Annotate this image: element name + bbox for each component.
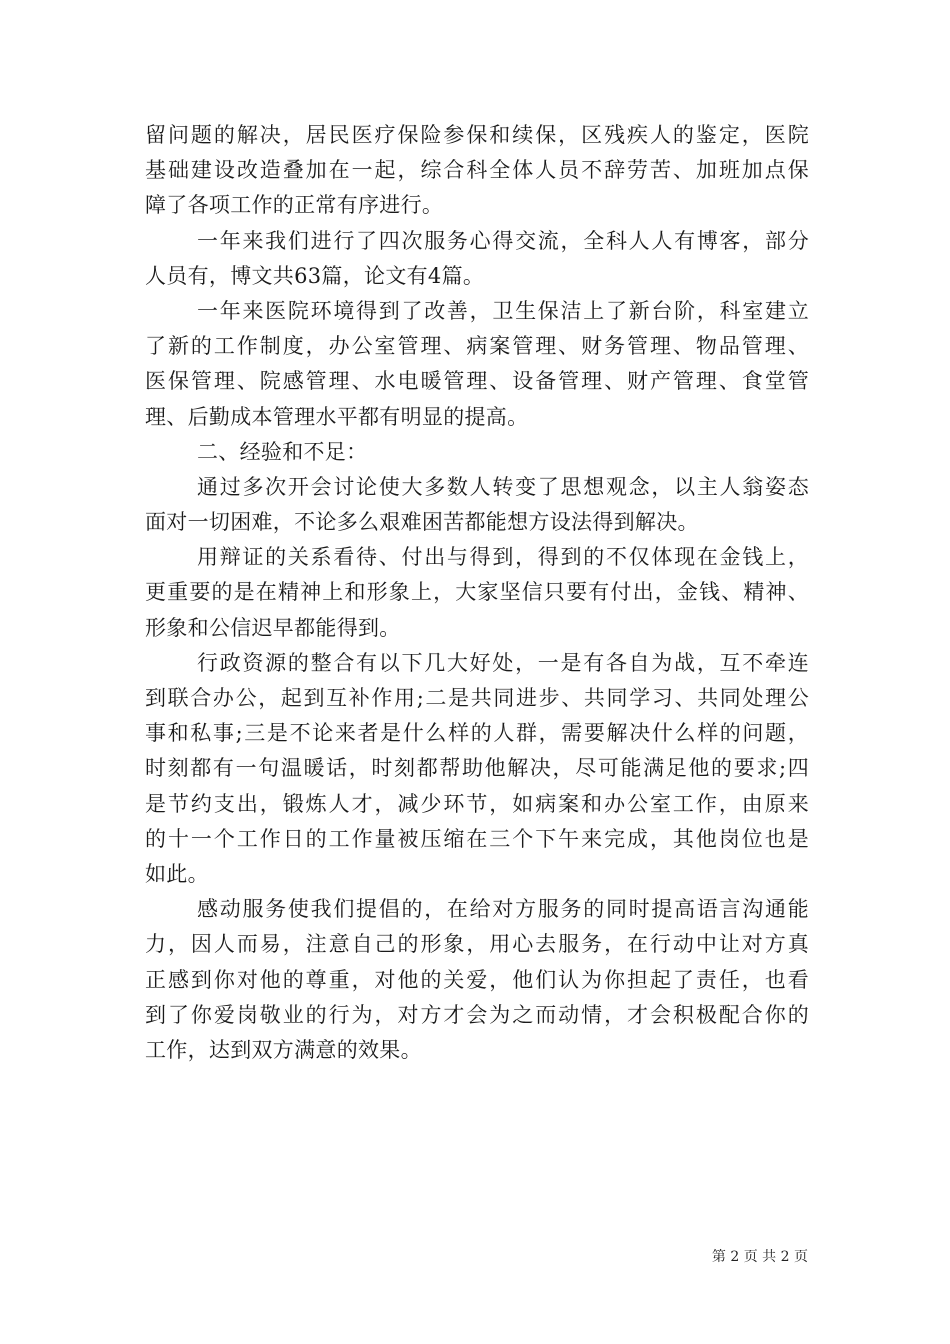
text-line: 行政资源的整合有以下几大好处，一是有各自为战，互不牵连 (197, 650, 809, 675)
text-line: 更重要的是在精神上和形象上，大家坚信只要有付出，金钱、精神、 (145, 580, 809, 605)
text-line: 留问题的解决，居民医疗保险参保和续保，区残疾人的鉴定，医院 (145, 123, 809, 147)
text-line: 二、经验和不足： (197, 439, 368, 464)
text-line: 面对一切困难，不论多么艰难困苦都能想方设法得到解决。 (145, 510, 699, 535)
text-line: 的十一个工作日的工作量被压缩在三个下午来完成，其他岗位也是 (145, 826, 809, 851)
text-line: 障了各项工作的正常有序进行。 (145, 193, 444, 218)
text-line: 力，因人而易，注意自己的形象，用心去服务，在行动中让对方真 (145, 932, 809, 957)
text-line: 通过多次开会讨论使大多数人转变了思想观念，以主人翁姿态 (197, 474, 809, 499)
text-line: 一年来我们进行了四次服务心得交流，全科人人有博客，部分 (197, 228, 809, 253)
text-line: 形象和公信迟早都能得到。 (145, 615, 401, 640)
document-body (145, 118, 809, 1068)
text-line: 基础建设改造叠加在一起，综合科全体人员不辞劳苦、加班加点保 (145, 158, 809, 183)
text-line: 正感到你对他的尊重，对他的关爱，他们认为你担起了责任，也看 (145, 967, 809, 992)
text-line: 到联合办公，起到互补作用;二是共同进步、共同学习、共同处理公 (145, 686, 809, 710)
text-line: 了新的工作制度，办公室管理、病案管理、财务管理、物品管理、 (145, 334, 809, 359)
text-line: 工作，达到双方满意的效果。 (145, 1037, 422, 1062)
text-line: 是节约支出，锻炼人才，减少环节，如病案和办公室工作，由原来 (145, 791, 809, 816)
text-line: 感动服务使我们提倡的，在给对方服务的同时提高语言沟通能 (197, 897, 809, 922)
page-number: 第 2 页 共 2 页 (711, 1249, 808, 1265)
text-line: 如此。 (145, 861, 209, 886)
text-line: 事和私事;三是不论来者是什么样的人群，需要解决什么样的问题， (145, 721, 809, 746)
text-line: 用辩证的关系看待、付出与得到，得到的不仅体现在金钱上， (197, 545, 809, 570)
text-line: 时刻都有一句温暖话，时刻都帮助他解决，尽可能满足他的要求;四 (145, 756, 809, 781)
text-line: 到了你爱岗敬业的行为，对方才会为之而动情，才会积极配合你的 (145, 1002, 809, 1027)
text-line: 理、后勤成本管理水平都有明显的提高。 (145, 404, 529, 429)
text-line: 医保管理、院感管理、水电暖管理、设备管理、财产管理、食堂管 (145, 369, 809, 394)
text-line: 一年来医院环境得到了改善，卫生保洁上了新台阶，科室建立 (197, 298, 809, 323)
text-line: 人员有，博文共63篇，论文有4篇。 (145, 263, 485, 288)
